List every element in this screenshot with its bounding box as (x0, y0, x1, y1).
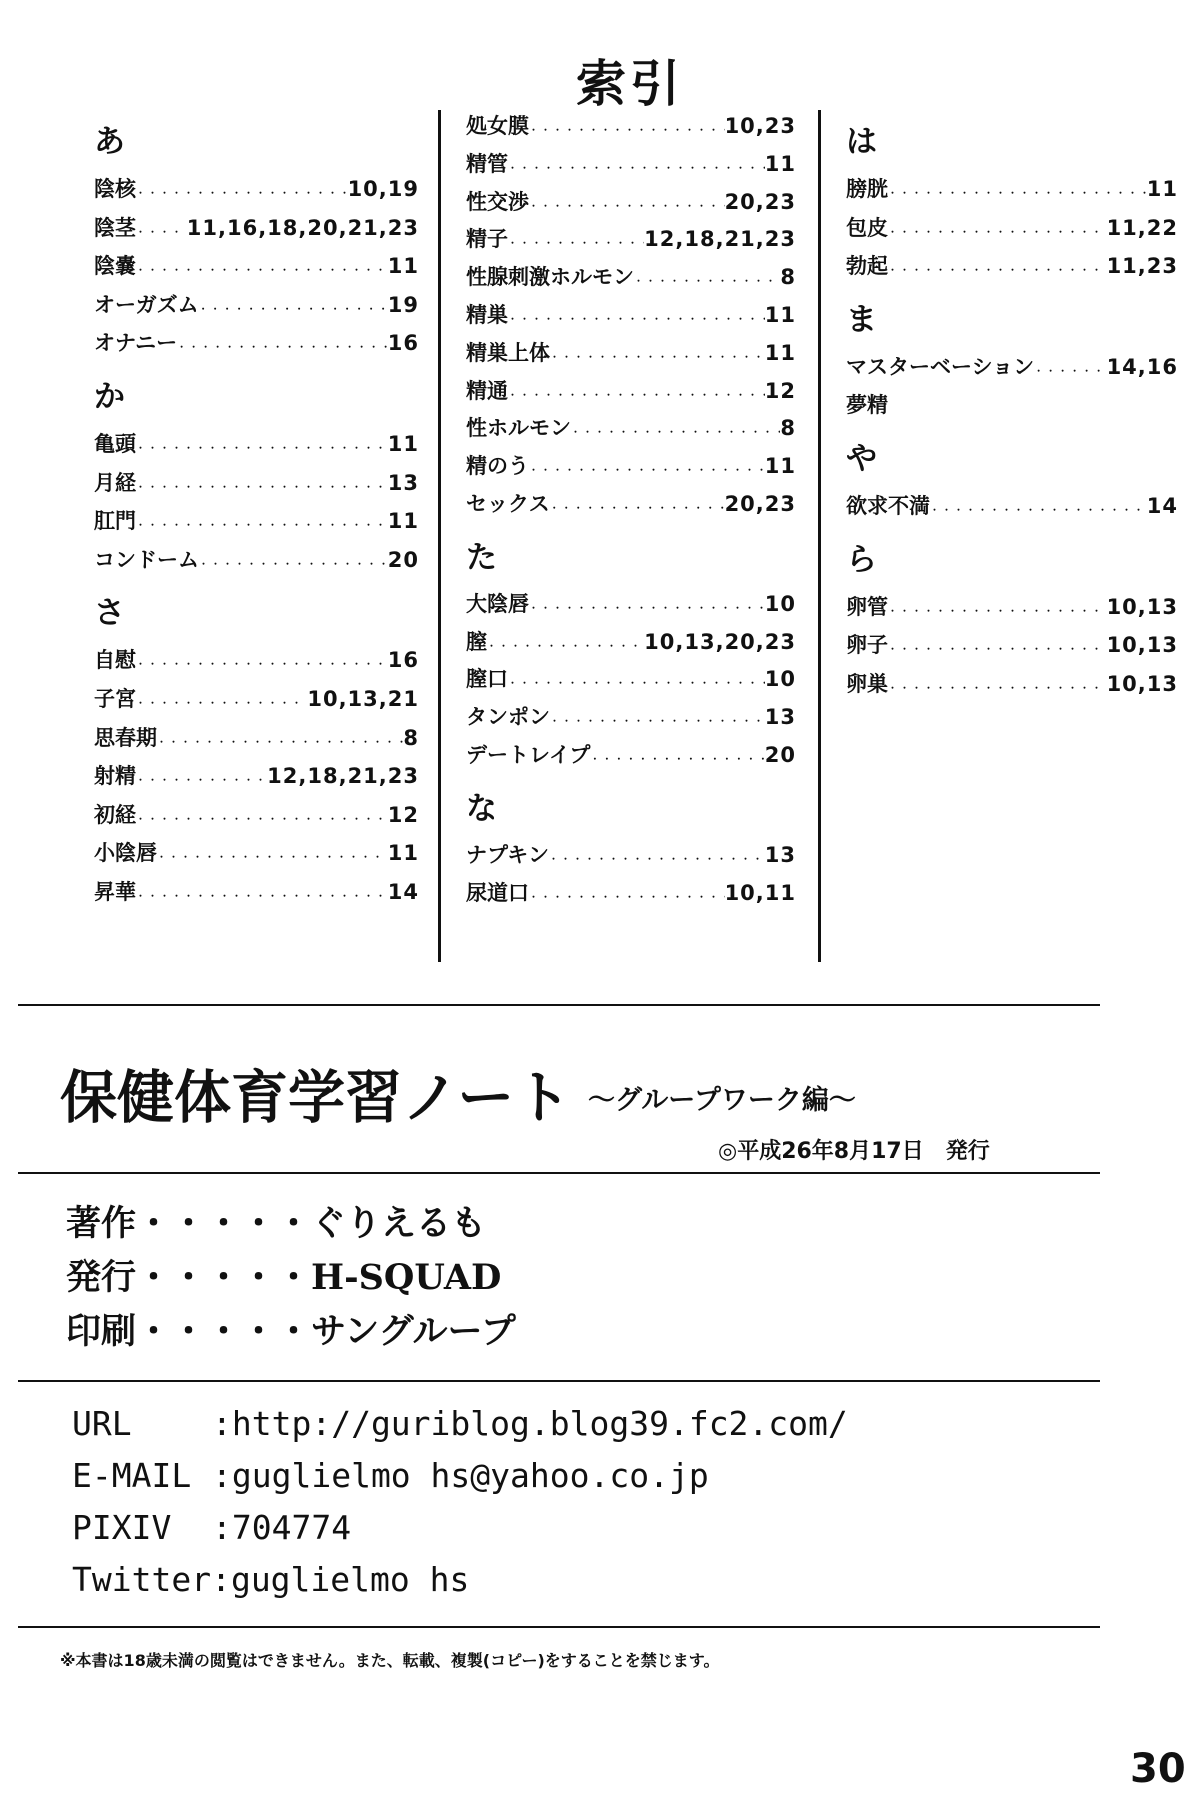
index-term: 昇華 (94, 879, 136, 904)
index-entry (466, 837, 796, 875)
index-kana-heading: や (846, 440, 877, 477)
dot-leader (136, 757, 267, 801)
index-entry (466, 737, 796, 775)
index-term: ナプキン (466, 842, 549, 867)
dot-leader (571, 410, 780, 453)
dot-leader (550, 335, 765, 378)
index-pages: 13 (764, 842, 796, 867)
index-kana-heading: な (466, 790, 497, 827)
dot-leader (529, 184, 725, 227)
index-term: 夢精 (846, 393, 888, 418)
index-pages: 10 (764, 667, 796, 692)
index-entry (466, 624, 796, 662)
dot-leader (550, 486, 725, 529)
index-entry (846, 386, 1178, 425)
index-pages: 11 (764, 302, 796, 327)
index-term: 勃起 (846, 254, 888, 279)
index-pages: 12 (764, 378, 796, 403)
index-term: 包皮 (846, 215, 888, 240)
index-entry (466, 661, 796, 699)
index-entry (846, 170, 1178, 209)
dot-leader (888, 626, 1107, 670)
credit-value: H-SQUAD (311, 1257, 502, 1298)
index-term: タンポン (466, 705, 550, 730)
index-entry (94, 796, 419, 835)
index-entry (846, 665, 1178, 704)
index-term: 性交渉 (466, 189, 529, 214)
index-term: 陰核 (94, 177, 136, 201)
dot-leader (888, 588, 1107, 632)
dot-leader (508, 221, 644, 264)
index-pages: 11 (387, 841, 419, 866)
index-entry (846, 626, 1178, 665)
index-entry (846, 588, 1178, 627)
index-pages: 11 (387, 254, 419, 279)
contact-value: :guglielmo hs (211, 1560, 470, 1599)
index-entry (846, 209, 1178, 248)
dot-leader (508, 297, 765, 340)
index-entry (466, 448, 796, 486)
index-pages: 11,22 (1106, 215, 1178, 240)
index-pages: 20,23 (724, 189, 796, 214)
dot-leader (529, 108, 725, 151)
index-entry (846, 348, 1178, 387)
index-pages: 14 (1146, 493, 1178, 518)
index-pages: 13 (387, 470, 419, 495)
dot-leader (136, 209, 187, 253)
contact-twitter (72, 1560, 469, 1599)
index-entry (94, 502, 419, 541)
dot-leader (487, 624, 644, 667)
dot-leader (157, 834, 388, 878)
index-pages: 14 (387, 879, 419, 904)
age-restriction-notice: ※本書は18歳未満の閲覧はできません。また、転載、複製(コピー)をすることを禁じます。 (60, 1651, 720, 1670)
index-pages: 11 (764, 340, 796, 365)
index-term: 膣 (466, 629, 487, 654)
contact-value: :http://guriblog.blog39.fc2.com/ (212, 1404, 848, 1443)
index-pages: 11 (387, 509, 419, 534)
credit-publisher (66, 1250, 501, 1300)
index-entry (466, 221, 796, 259)
index-term: 卵管 (846, 594, 888, 619)
index-term: 処女膜 (466, 114, 529, 138)
index-entry (94, 873, 419, 912)
index-pages: 13 (764, 705, 796, 730)
index-term: 精通 (466, 378, 508, 403)
column-divider (818, 110, 821, 962)
contact-value: :guglielmo hs@yahoo.co.jp (212, 1456, 709, 1495)
index-term: 膣口 (466, 667, 508, 692)
index-pages: 10,11 (724, 880, 796, 905)
contact-label: URL (72, 1404, 132, 1443)
index-entry (846, 487, 1178, 526)
index-term: 月経 (94, 470, 136, 495)
index-entry (466, 586, 796, 624)
dot-leader (888, 209, 1107, 253)
index-entry (466, 146, 796, 184)
index-entry (466, 699, 796, 737)
index-pages: 10,13,21 (307, 686, 419, 711)
index-kana-heading: た (466, 539, 497, 576)
dot-leader (1034, 348, 1106, 392)
index-pages: 8 (780, 265, 796, 290)
index-column-2 (466, 108, 796, 912)
index-entry (94, 680, 419, 719)
index-pages: 11 (387, 431, 419, 456)
dot-leader (136, 247, 388, 291)
index-entry (466, 335, 796, 373)
contact-pixiv (72, 1508, 351, 1547)
dot-leader (529, 875, 725, 918)
index-pages: 10,13,20,23 (644, 629, 796, 654)
index-term: 性ホルモン (466, 416, 571, 441)
index-term: 初経 (94, 802, 136, 827)
credit-value: ぐりえるも (311, 1203, 487, 1244)
contact-value: :704774 (212, 1508, 352, 1547)
dot-leader (508, 661, 765, 704)
index-kana-heading: さ (94, 595, 125, 632)
index-pages: 10,13 (1106, 633, 1178, 658)
index-column-3 (846, 108, 1178, 703)
index-pages: 10,13 (1106, 594, 1178, 619)
index-pages: 12,18,21,23 (267, 764, 419, 789)
dot-leader (888, 247, 1107, 291)
dot-leader (508, 373, 765, 416)
dot-leader (888, 665, 1107, 709)
credit-label: 著作・・・・・ (66, 1204, 312, 1244)
index-entry (94, 641, 419, 680)
index-entry (94, 719, 419, 758)
index-pages: 11,23 (1106, 254, 1178, 279)
index-pages: 16 (387, 648, 419, 673)
index-term: 精巣 (466, 302, 508, 327)
index-entry (94, 286, 419, 325)
index-term: 卵巣 (846, 671, 888, 696)
index-entry (466, 410, 796, 448)
dot-leader (199, 286, 388, 330)
credit-printer (66, 1304, 516, 1354)
dot-leader (136, 641, 388, 685)
contact-email (72, 1456, 709, 1495)
index-term: 膀胱 (846, 177, 888, 201)
index-term: 尿道口 (466, 880, 529, 905)
index-entry (94, 541, 419, 580)
contact-label: E-MAIL (72, 1456, 192, 1495)
index-term: 自慰 (94, 648, 136, 673)
dot-leader (634, 259, 780, 302)
credit-label: 印刷・・・・・ (66, 1312, 312, 1352)
index-entry (94, 324, 419, 363)
dot-leader (177, 324, 388, 368)
dot-leader (529, 586, 765, 629)
index-entry (466, 259, 796, 297)
index-kana-heading: は (846, 124, 877, 160)
dot-leader (508, 146, 765, 189)
credit-author (66, 1196, 486, 1246)
credit-label: 発行・・・・・ (66, 1258, 312, 1298)
index-entry (94, 757, 419, 796)
dot-leader (136, 873, 388, 917)
index-pages: 10 (764, 591, 796, 616)
index-term: 大陰唇 (466, 591, 529, 616)
index-entry (466, 297, 796, 335)
index-pages: 16 (387, 331, 419, 356)
index-title: 索引 (576, 55, 684, 113)
index-kana-heading: ま (846, 301, 877, 338)
index-term: 欲求不満 (846, 493, 930, 518)
index-term: デートレイプ (466, 742, 591, 767)
index-term: 陰嚢 (94, 254, 136, 279)
index-pages: 20 (387, 547, 419, 572)
index-entry (846, 247, 1178, 286)
index-term: オーガズム (94, 292, 199, 317)
index-pages: 8 (780, 416, 796, 441)
book-subtitle: ～グループワーク編～ (588, 1085, 856, 1116)
index-pages: 11 (764, 151, 796, 176)
index-term: 精巣上体 (466, 340, 550, 365)
credit-value: サングループ (311, 1311, 516, 1352)
index-term: 射精 (94, 764, 136, 789)
contact-url (72, 1404, 848, 1443)
index-term: コンドーム (94, 547, 199, 572)
index-entry (94, 247, 419, 286)
page-number: 30 (1130, 1746, 1186, 1792)
index-pages: 14,16 (1106, 354, 1178, 379)
index-term: 性腺刺激ホルモン (466, 265, 634, 290)
index-pages: 19 (387, 292, 419, 317)
dot-leader (136, 170, 348, 214)
index-entry (466, 184, 796, 222)
index-term: 亀頭 (94, 431, 136, 456)
dot-leader (549, 837, 765, 880)
divider-rule (18, 1004, 1100, 1006)
index-term: 陰茎 (94, 215, 136, 240)
index-term: 精子 (466, 227, 508, 252)
dot-leader (136, 502, 388, 546)
index-kana-heading: あ (94, 124, 125, 160)
index-column-1 (94, 108, 419, 912)
index-entry (94, 834, 419, 873)
dot-leader (550, 699, 765, 742)
dot-leader (136, 464, 388, 508)
contact-label: Twitter (72, 1560, 212, 1599)
column-divider (438, 110, 441, 962)
divider-rule (18, 1626, 1100, 1628)
index-pages: 11 (764, 454, 796, 479)
index-pages: 12 (387, 802, 419, 827)
dot-leader (590, 737, 764, 780)
index-pages: 20,23 (724, 491, 796, 516)
index-term: 思春期 (94, 725, 157, 750)
index-entry (466, 875, 796, 913)
index-pages: 10,19 (347, 177, 419, 201)
index-pages: 11,16,18,20,21,23 (186, 215, 419, 240)
dot-leader (136, 680, 307, 724)
index-term: 小陰唇 (94, 841, 157, 866)
dot-leader (888, 170, 1147, 214)
index-entry (466, 486, 796, 524)
contact-label: PIXIV (72, 1508, 172, 1547)
index-term: 精管 (466, 151, 508, 176)
index-pages: 20 (764, 742, 796, 767)
index-pages: 10,13 (1106, 671, 1178, 696)
index-pages: 8 (403, 725, 419, 750)
index-entry (466, 108, 796, 146)
index-entry (94, 464, 419, 503)
dot-leader (136, 425, 388, 469)
divider-rule (18, 1172, 1100, 1174)
index-pages: 10,23 (724, 114, 796, 138)
book-title: 保健体育学習ノート (60, 1064, 572, 1131)
index-pages: 12,18,21,23 (644, 227, 796, 252)
dot-leader (199, 541, 388, 585)
index-entry (466, 373, 796, 411)
index-term: 肛門 (94, 509, 136, 534)
dot-leader (529, 448, 765, 491)
index-term: マスターベーション (846, 354, 1035, 379)
index-entry (94, 209, 419, 248)
dot-leader (930, 487, 1147, 531)
dot-leader (136, 796, 388, 840)
index-term: セックス (466, 491, 550, 516)
index-term: 卵子 (846, 633, 888, 658)
index-term: 子宮 (94, 686, 136, 711)
index-entry (94, 425, 419, 464)
index-kana-heading: ら (846, 541, 877, 578)
index-kana-heading: か (94, 378, 125, 415)
index-term: オナニー (94, 331, 178, 356)
index-pages: 11 (1146, 177, 1178, 201)
divider-rule (18, 1380, 1100, 1382)
index-term: 精のう (466, 454, 529, 479)
publication-date: ◎平成26年8月17日 発行 (718, 1139, 990, 1164)
index-entry (94, 170, 419, 209)
dot-leader (157, 719, 403, 763)
